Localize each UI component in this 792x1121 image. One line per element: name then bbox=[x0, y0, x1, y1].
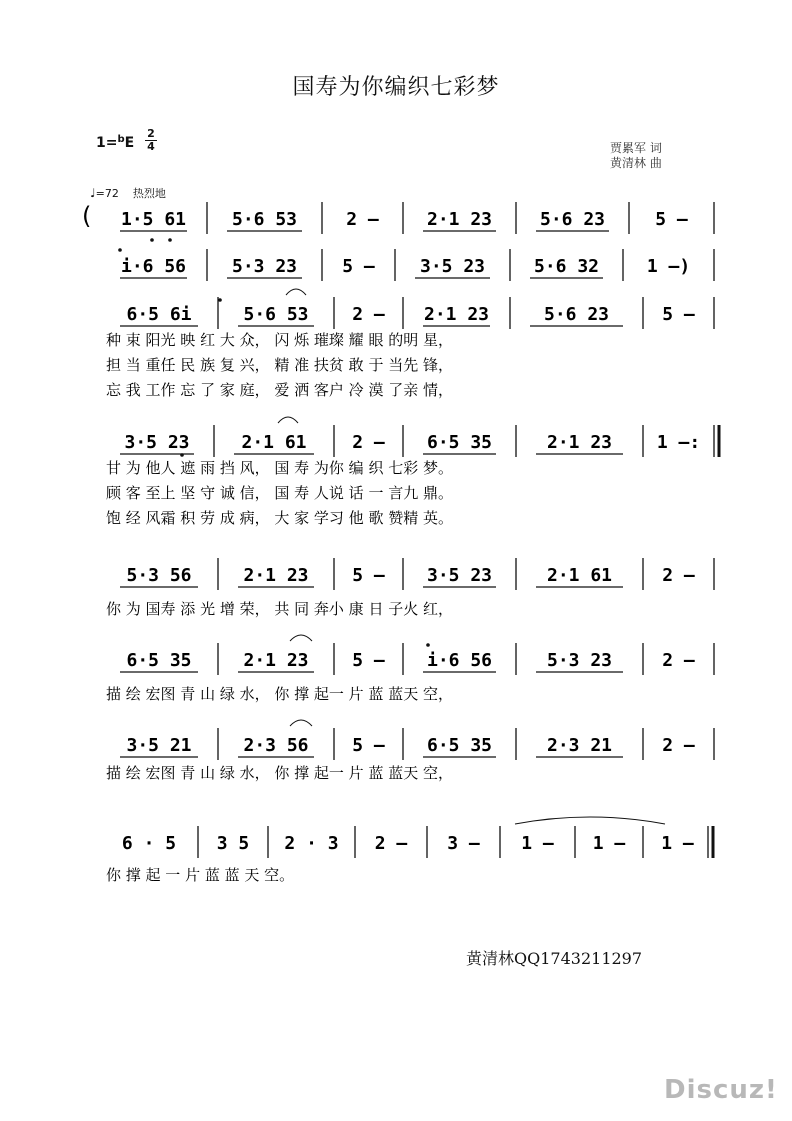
measure-notation: 2·1 23 bbox=[243, 650, 309, 671]
measure-notation: 5·6 53 bbox=[231, 209, 298, 230]
measure-notation: 2·1 61 bbox=[546, 565, 613, 586]
measure-notation: 1 –: bbox=[656, 432, 701, 453]
measure-notation: 5 – bbox=[352, 735, 385, 756]
measure-notation: 2·1 23 bbox=[546, 432, 613, 453]
measure-notation: 5 – bbox=[352, 565, 385, 586]
octave-dot bbox=[426, 643, 430, 647]
measure-notation: 5·6 23 bbox=[543, 304, 610, 325]
measure-notation: 6·5 35 bbox=[426, 432, 493, 453]
measure-notation: 3·5 21 bbox=[126, 735, 192, 756]
measure-notation: 6·5 35 bbox=[126, 650, 192, 671]
lyricist-credit: 贾累军 词 bbox=[610, 141, 662, 155]
measure-notation: 5·6 32 bbox=[533, 256, 600, 277]
lyric-line: 种 束 阳光 映 红 大 众， 闪 烁 璀璨 耀 眼 的明 星， bbox=[106, 331, 453, 349]
time-bottom: 4 bbox=[145, 140, 157, 153]
measure-notation: 5 – bbox=[352, 650, 385, 671]
measure-notation: 5·6 23 bbox=[539, 209, 606, 230]
page-title: 国寿为你编织七彩梦 bbox=[292, 75, 500, 100]
composer-credit: 黄清林 曲 bbox=[610, 156, 662, 170]
tempo-expression: 热烈地 bbox=[132, 187, 166, 200]
lyric-line: 顾 客 至上 坚 守 诚 信， 国 寿 人说 话 一 言九 鼎。 bbox=[106, 484, 453, 502]
measure-notation: 5 – bbox=[662, 304, 695, 325]
measure-notation: 6·5 35 bbox=[426, 735, 493, 756]
discuz-watermark: Discuz! bbox=[664, 1075, 778, 1105]
time-top: 2 bbox=[147, 127, 155, 140]
octave-dot bbox=[180, 453, 184, 457]
lyric-line: 担 当 重任 民 族 复 兴， 精 准 扶贫 敢 于 当先 锋， bbox=[106, 356, 453, 374]
key-note: E bbox=[124, 135, 135, 151]
measure-notation: 2·1 23 bbox=[243, 565, 309, 586]
flat-sign: b bbox=[117, 134, 125, 145]
measure-notation: 3·5 23 bbox=[426, 565, 493, 586]
measure-notation: 1·5 61 bbox=[120, 209, 187, 230]
measure-notation: 2·1 23 bbox=[423, 304, 490, 325]
measure-notation: 3 – bbox=[447, 833, 480, 854]
measure-notation: 5 – bbox=[342, 256, 375, 277]
measure-notation: 1 – bbox=[521, 833, 554, 854]
measure-notation: 1 – bbox=[592, 833, 626, 854]
tie-arc bbox=[290, 635, 312, 641]
measure-notation: 5·6 53 bbox=[243, 304, 309, 325]
tie-arc bbox=[286, 289, 306, 295]
measure-notation: 1 –) bbox=[646, 256, 691, 277]
lyric-line: 忘 我 工作 忘 了 家 庭， 爱 洒 客户 冷 漠 了亲 情， bbox=[106, 381, 453, 399]
final-slur-arc bbox=[515, 817, 665, 824]
measure-notation: 5·3 23 bbox=[546, 650, 613, 671]
measure-notation: 2 – bbox=[662, 565, 695, 586]
tie-arc bbox=[278, 417, 298, 423]
measure-notation: 2·3 21 bbox=[546, 735, 613, 756]
measure-notation: 2 – bbox=[346, 209, 379, 230]
measure-notation: 2 · 3 bbox=[284, 833, 339, 854]
measure-notation: 2 – bbox=[352, 432, 385, 453]
octave-dot bbox=[118, 248, 122, 252]
repeat-open-paren: ( bbox=[82, 202, 92, 230]
octave-dot bbox=[218, 298, 222, 302]
measure-notation: 2 – bbox=[352, 304, 385, 325]
lyric-line: 你 撑 起 一 片 蓝 蓝 天 空。 bbox=[106, 866, 295, 884]
octave-dot bbox=[168, 238, 172, 242]
quarter-note-icon: ♩ bbox=[90, 186, 96, 200]
measure-notation: 5·3 23 bbox=[231, 256, 298, 277]
measure-notation: 6 · 5 bbox=[121, 833, 177, 854]
measure-notation: i·6 56 bbox=[120, 256, 187, 277]
lyric-line: 你 为 国寿 添 光 增 荣， 共 同 奔小 康 日 子火 红， bbox=[106, 600, 453, 618]
measure-notation: i·6 56 bbox=[426, 650, 493, 671]
tie-arc bbox=[290, 720, 312, 726]
author-contact: 黄清林QQ1743211297 bbox=[466, 949, 643, 968]
measure-notation: 2 – bbox=[662, 735, 695, 756]
lyric-line: 饱 经 风霜 积 劳 成 病， 大 家 学习 他 歌 赞精 英。 bbox=[106, 509, 453, 527]
measure-notation: 2 – bbox=[374, 833, 408, 854]
key-prefix: 1= bbox=[96, 135, 118, 151]
measure-notation: 2·3 56 bbox=[243, 735, 309, 756]
measure-notation: 2·1 61 bbox=[241, 432, 307, 453]
measure-notation: 1 – bbox=[661, 833, 694, 854]
measure-notation: 2 – bbox=[662, 650, 695, 671]
measure-notation: 5·3 56 bbox=[126, 565, 192, 586]
measure-notation: 5 – bbox=[655, 209, 688, 230]
measure-notation: 3·5 23 bbox=[124, 432, 190, 453]
measure-notation: 6·5 6i bbox=[126, 304, 192, 325]
measure-notation: 3 5 bbox=[216, 833, 250, 854]
measure-notation: 3·5 23 bbox=[419, 256, 486, 277]
octave-dot bbox=[150, 238, 154, 242]
tempo-value: =72 bbox=[95, 187, 119, 200]
lyric-line: 甘 为 他人 遮 雨 挡 风， 国 寿 为你 编 织 七彩 梦。 bbox=[106, 459, 453, 477]
lyric-line: 描 绘 宏图 青 山 绿 水， 你 撑 起一 片 蓝 蓝天 空， bbox=[106, 685, 453, 703]
lyric-line: 描 绘 宏图 青 山 绿 水， 你 撑 起一 片 蓝 蓝天 空， bbox=[106, 764, 453, 782]
measure-notation: 2·1 23 bbox=[426, 209, 493, 230]
